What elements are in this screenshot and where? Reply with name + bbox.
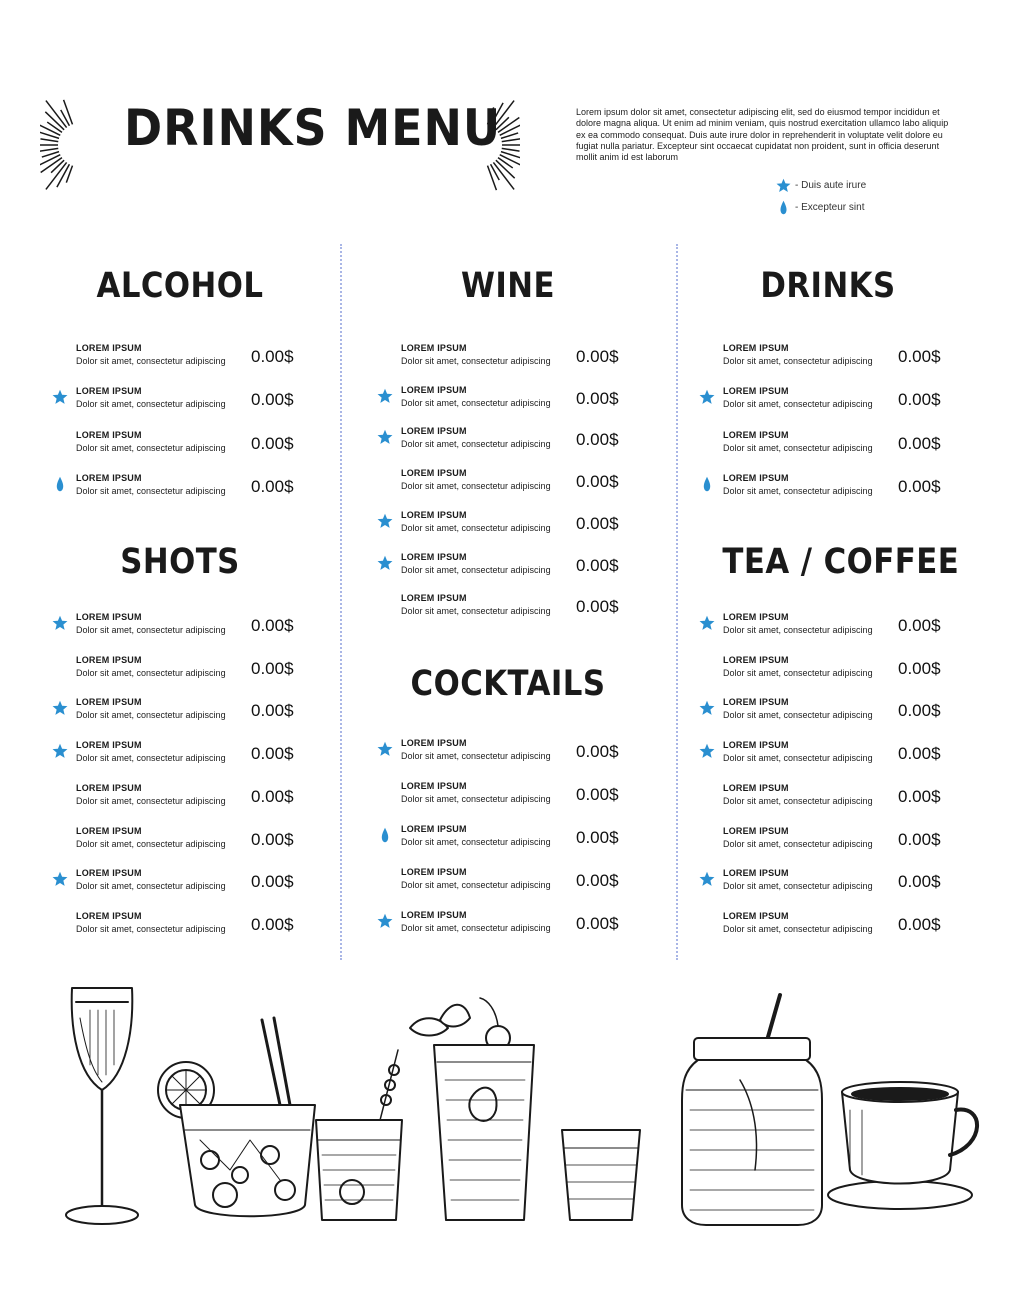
item-description: Dolor sit amet, consectetur adipiscing [76, 668, 226, 678]
column-divider-left [340, 244, 342, 960]
sunburst-ray [64, 100, 73, 124]
item-description: Dolor sit amet, consectetur adipiscing [76, 356, 226, 366]
sunburst-ray [47, 122, 62, 132]
sunburst-ray [40, 148, 58, 152]
section-title-shots: SHOTS [120, 542, 240, 582]
legend-label: - Duis aute irure [795, 179, 867, 191]
item-name: LOREM IPSUM [76, 783, 142, 793]
item-description: Dolor sit amet, consectetur adipiscing [76, 839, 226, 849]
item-price: 0.00$ [251, 744, 294, 763]
item-name: LOREM IPSUM [723, 655, 789, 665]
item-price: 0.00$ [576, 430, 619, 449]
item-description: Dolor sit amet, consectetur adipiscing [723, 881, 873, 891]
column-divider-right [676, 244, 678, 960]
item-description: Dolor sit amet, consectetur adipiscing [723, 486, 873, 496]
item-description: Dolor sit amet, consectetur adipiscing [76, 710, 226, 720]
drop-icon [699, 476, 715, 492]
section-title-wine: WINE [460, 266, 556, 306]
item-name: LOREM IPSUM [723, 868, 789, 878]
item-description: Dolor sit amet, consectetur adipiscing [76, 796, 226, 806]
star-icon [377, 741, 393, 757]
item-description: Dolor sit amet, consectetur adipiscing [723, 753, 873, 763]
star-icon [699, 871, 715, 887]
star-icon [699, 615, 715, 631]
item-description: Dolor sit amet, consectetur adipiscing [76, 399, 226, 409]
item-description: Dolor sit amet, consectetur adipiscing [401, 439, 551, 449]
item-description: Dolor sit amet, consectetur adipiscing [401, 606, 551, 616]
item-price: 0.00$ [898, 915, 941, 934]
sunburst-ray [488, 166, 497, 190]
item-price: 0.00$ [576, 597, 619, 616]
sunburst-ray [51, 160, 64, 172]
page-title: DRINKS MENU [124, 99, 502, 157]
highball-glass-icon [410, 998, 534, 1220]
sunburst-ray [498, 158, 513, 168]
star-icon [52, 871, 68, 887]
item-description: Dolor sit amet, consectetur adipiscing [401, 565, 551, 575]
item-price: 0.00$ [251, 616, 294, 635]
section-title-alcohol: ALCOHOL [96, 266, 264, 306]
item-name: LOREM IPSUM [76, 697, 142, 707]
item-price: 0.00$ [251, 477, 294, 496]
item-price: 0.00$ [251, 915, 294, 934]
item-price: 0.00$ [576, 514, 619, 533]
item-description: Dolor sit amet, consectetur adipiscing [723, 443, 873, 453]
item-description: Dolor sit amet, consectetur adipiscing [76, 443, 226, 453]
item-price: 0.00$ [251, 872, 294, 891]
item-name: LOREM IPSUM [401, 468, 467, 478]
item-name: LOREM IPSUM [723, 386, 789, 396]
cocktail-glass-icon [158, 1018, 315, 1216]
item-description: Dolor sit amet, consectetur adipiscing [401, 398, 551, 408]
rocks-glass-icon [316, 1050, 402, 1220]
intro-text: Lorem ipsum dolor sit amet, consectetur adipiscing elit, sed do eiusmod tempor incididun et dolore magna aliqua. Ut enim ad minim veniam, quis nostrud exercitation ullamco labo aliquip ex ea commodo consequat. Duis aute irure dolor in reprehenderit in voluptate velit dolore eu fugiat nulla pariatur. Excepteur sint occaecat cupidatat non proident, sunt in officia deserunt mollit anim id est laborum [576, 107, 949, 163]
drop-icon [377, 827, 393, 843]
item-price: 0.00$ [898, 872, 941, 891]
star-icon [377, 429, 393, 445]
item-description: Dolor sit amet, consectetur adipiscing [723, 625, 873, 635]
item-price: 0.00$ [576, 742, 619, 761]
legend [776, 174, 866, 218]
sunburst-ray [502, 148, 520, 151]
item-name: LOREM IPSUM [723, 612, 789, 622]
star-icon [699, 389, 715, 405]
item-name: LOREM IPSUM [76, 740, 142, 750]
item-description: Dolor sit amet, consectetur adipiscing [401, 751, 551, 761]
item-name: LOREM IPSUM [401, 867, 467, 877]
item-description: Dolor sit amet, consectetur adipiscing [401, 481, 551, 491]
mason-jar-icon [682, 995, 822, 1225]
champagne-glass-icon [66, 988, 138, 1224]
item-description: Dolor sit amet, consectetur adipiscing [76, 753, 226, 763]
item-description: Dolor sit amet, consectetur adipiscing [76, 486, 226, 496]
item-name: LOREM IPSUM [76, 911, 142, 921]
item-price: 0.00$ [898, 347, 941, 366]
item-name: LOREM IPSUM [723, 697, 789, 707]
item-price: 0.00$ [576, 871, 619, 890]
drinks-illustration [0, 970, 1028, 1260]
item-name: LOREM IPSUM [76, 473, 142, 483]
item-price: 0.00$ [251, 787, 294, 806]
section-title-cocktails: COCKTAILS [410, 664, 606, 704]
sunburst-ray [40, 131, 59, 139]
item-price: 0.00$ [576, 347, 619, 366]
drop-icon [52, 476, 68, 492]
item-description: Dolor sit amet, consectetur adipiscing [401, 523, 551, 533]
section-title-tea-coffee: TEA / COFFEE [722, 542, 960, 582]
item-price: 0.00$ [898, 390, 941, 409]
item-name: LOREM IPSUM [723, 826, 789, 836]
item-name: LOREM IPSUM [723, 911, 789, 921]
item-name: LOREM IPSUM [76, 430, 142, 440]
item-name: LOREM IPSUM [76, 868, 142, 878]
shot-glass-icon [562, 1130, 640, 1220]
item-name: LOREM IPSUM [401, 552, 467, 562]
item-price: 0.00$ [251, 830, 294, 849]
item-description: Dolor sit amet, consectetur adipiscing [723, 796, 873, 806]
star-icon [52, 743, 68, 759]
item-price: 0.00$ [576, 914, 619, 933]
item-name: LOREM IPSUM [723, 430, 789, 440]
item-price: 0.00$ [576, 828, 619, 847]
item-name: LOREM IPSUM [723, 783, 789, 793]
item-price: 0.00$ [898, 744, 941, 763]
item-description: Dolor sit amet, consectetur adipiscing [401, 923, 551, 933]
item-name: LOREM IPSUM [76, 655, 142, 665]
star-icon [699, 700, 715, 716]
item-name: LOREM IPSUM [401, 910, 467, 920]
item-name: LOREM IPSUM [76, 826, 142, 836]
item-name: LOREM IPSUM [401, 824, 467, 834]
item-name: LOREM IPSUM [76, 343, 142, 353]
star-icon [52, 615, 68, 631]
item-description: Dolor sit amet, consectetur adipiscing [723, 668, 873, 678]
item-price: 0.00$ [898, 616, 941, 635]
title-block [40, 55, 520, 225]
item-price: 0.00$ [898, 477, 941, 496]
sunburst-ray [40, 139, 58, 142]
item-description: Dolor sit amet, consectetur adipiscing [723, 924, 873, 934]
item-price: 0.00$ [576, 785, 619, 804]
item-name: LOREM IPSUM [401, 593, 467, 603]
item-price: 0.00$ [251, 347, 294, 366]
sunburst-ray [502, 138, 520, 142]
star-icon [699, 743, 715, 759]
item-name: LOREM IPSUM [723, 473, 789, 483]
item-price: 0.00$ [898, 830, 941, 849]
item-description: Dolor sit amet, consectetur adipiscing [723, 356, 873, 366]
star-icon [52, 389, 68, 405]
legend-item-drop [776, 196, 866, 218]
item-description: Dolor sit amet, consectetur adipiscing [76, 924, 226, 934]
item-price: 0.00$ [898, 434, 941, 453]
star-icon [52, 700, 68, 716]
item-name: LOREM IPSUM [401, 781, 467, 791]
star-icon [377, 388, 393, 404]
item-name: LOREM IPSUM [723, 740, 789, 750]
item-price: 0.00$ [898, 701, 941, 720]
item-price: 0.00$ [251, 434, 294, 453]
item-price: 0.00$ [898, 659, 941, 678]
item-name: LOREM IPSUM [401, 738, 467, 748]
coffee-cup-icon [828, 1082, 977, 1209]
star-icon [776, 178, 791, 193]
item-name: LOREM IPSUM [401, 510, 467, 520]
drop-icon [776, 200, 791, 215]
legend-label: - Excepteur sint [795, 201, 865, 213]
item-name: LOREM IPSUM [723, 343, 789, 353]
item-price: 0.00$ [251, 659, 294, 678]
item-name: LOREM IPSUM [401, 426, 467, 436]
sunburst-ray [501, 152, 520, 160]
item-name: LOREM IPSUM [401, 343, 467, 353]
item-description: Dolor sit amet, consectetur adipiscing [723, 839, 873, 849]
item-price: 0.00$ [898, 787, 941, 806]
item-description: Dolor sit amet, consectetur adipiscing [401, 794, 551, 804]
item-description: Dolor sit amet, consectetur adipiscing [401, 880, 551, 890]
item-name: LOREM IPSUM [401, 385, 467, 395]
item-price: 0.00$ [251, 390, 294, 409]
item-price: 0.00$ [251, 701, 294, 720]
item-description: Dolor sit amet, consectetur adipiscing [723, 710, 873, 720]
item-description: Dolor sit amet, consectetur adipiscing [76, 881, 226, 891]
item-description: Dolor sit amet, consectetur adipiscing [76, 625, 226, 635]
legend-item-star [776, 174, 866, 196]
item-description: Dolor sit amet, consectetur adipiscing [401, 837, 551, 847]
item-price: 0.00$ [576, 472, 619, 491]
star-icon [377, 555, 393, 571]
item-name: LOREM IPSUM [76, 612, 142, 622]
item-description: Dolor sit amet, consectetur adipiscing [401, 356, 551, 366]
item-description: Dolor sit amet, consectetur adipiscing [723, 399, 873, 409]
item-price: 0.00$ [576, 556, 619, 575]
section-title-drinks: DRINKS [760, 266, 896, 306]
item-price: 0.00$ [576, 389, 619, 408]
item-name: LOREM IPSUM [76, 386, 142, 396]
star-icon [377, 913, 393, 929]
star-icon [377, 513, 393, 529]
